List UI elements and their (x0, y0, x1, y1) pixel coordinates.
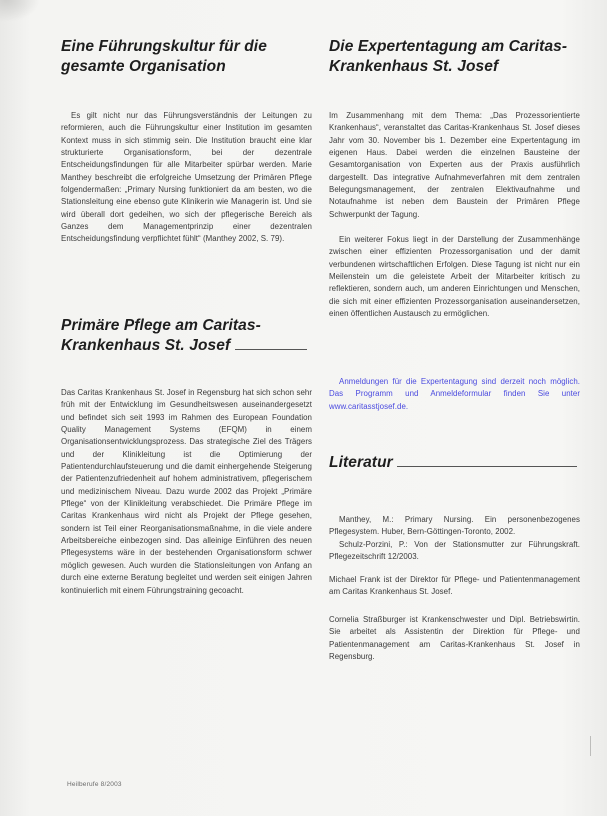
author-note-frank: Michael Frank ist der Direktor für Pflege- und Patientenmanagement am Caritas Krankenhaus St. Josef. (329, 575, 580, 597)
paragraph-fuehrungskultur: Es gilt nicht nur das Führungsverständnis der Leitungen zu reformieren, auch die Führungskultur einer Institution im gesamten Kontext muss in sich stimmig sein. Die Institution braucht eine klar strukturierte Organisationsform, bei der dezentrale Entscheidungsfindungen für alle Mitarbeiter spürbar werden. Marie Manthey beschreibt die erfolgreiche Umsetzung der Primären Pflege folgendermaßen: „Primary Nursing funktioniert da am besten, wo die Stationsleitung eine ebenso gute Klinikerin wie Managerin ist. Und sie wird überall dort gedeihen, wo sich der pflegerische Bereich als Ganzes dem Managementprinzip einer dezentralen Entscheidungsfindung verpflichtet fühlt“ (Manthey 2002, S. 79). (61, 111, 312, 244)
scan-corner-mark (0, 0, 40, 22)
heading-rule (397, 466, 577, 467)
heading-fuehrungskultur-text: Eine Führungskultur für die gesamte Organisation (61, 38, 267, 75)
literature-entry-schulz-porzini: Schulz-Porzini, P.: Von der Stationsmutter zur Führungskraft. Pflegezeitschrift 12/2003. (329, 540, 580, 562)
heading-primaere-pflege (61, 316, 312, 356)
paragraph-expertentagung-1: Im Zusammenhang mit dem Thema: „Das Prozessorientierte Krankenhaus“, veranstaltet das Caritas-Krankenhaus St. Josef dieses Jahr vom 30. November bis 1. Dezember eine Expertentagung im eigenen Haus. Dabei werden die einzelnen Bausteine der Gesamtorganisation von Experten aus der Praxis ausführlich dargestellt. Das integrative Aufnahmeverfahren mit dem zentralen Belegungsmanagement, der zentralen Elektivaufnahme und Notaufnahme ist neben dem Baustein der Primären Pflege Schwerpunkt der Tagung. (329, 111, 580, 219)
heading-literatur (329, 453, 580, 473)
author-note-strassburger: Cornelia Straßburger ist Krankenschwester und Dipl. Betriebswirtin. Sie arbeitet als Assistentin der Direktion für Pflege- und Patientenmanagement am Caritas-Krankenhaus St. Josef in Regensburg. (329, 615, 580, 662)
heading-literatur-text: Literatur (329, 454, 393, 471)
paragraph-primaere-pflege: Das Caritas Krankenhaus St. Josef in Regensburg hat sich schon sehr früh mit der Entwicklung im Gesundheitswesen auseinandergesetzt und befindet sich seit 1993 im Rahmen des European Foundation Quality Management Systems (EFQM) in einem Organisationsentwicklungsprozess. Das strategische Ziel des Trägers und der Klinikleitung ist die Optimierung der Patientendurchlaufsteuerung und die damit einhergehende Steigerung der Patientenzufriedenheit auf hohem administrativem, pflegerischem und medizinischem Niveau. Dazu wurde 2002 das Projekt „Primäre Pflege“ von der Klinikleitung verabschiedet. Die Primäre Pflege im Caritas Krankenhaus wird nicht als Projekt der Pflege gesehen, sondern ist Teil einer Reorganisationsmaßnahme, in die viele andere Arbeitsbereiche einbezogen sind. Das alleinige Einführen des neuen Pflegesystems wäre in der bestehenden Organisationsform schwer möglich gewesen. Auch wurden die Stationsleitungen von Anfang an durch eine externe Beratung begleitet und werden seit einigen Jahren kontinuierlich mit einem Führungstraining gecoacht. (61, 388, 312, 595)
heading-primaere-pflege-text: Primäre Pflege am Caritas-Krankenhaus St. Josef (61, 317, 261, 354)
page-footer: Heilberufe 8/2003 (67, 781, 122, 788)
heading-expertentagung-text: Die Expertentagung am Caritas-Krankenhaus St. Josef (329, 38, 568, 75)
heading-fuehrungskultur (61, 37, 312, 77)
literature-entry-manthey: Manthey, M.: Primary Nursing. Ein personenbezogenes Pflegesystem. Huber, Bern-Göttingen-Toronto, 2002. (329, 515, 580, 537)
scan-edge-mark (590, 736, 591, 756)
heading-rule (235, 349, 307, 350)
registration-link-paragraph[interactable]: Anmeldungen für die Expertentagung sind derzeit noch möglich. Das Programm und Anmeldeformular finden Sie unter www.caritasstjosef.de. (329, 377, 580, 411)
heading-expertentagung (329, 37, 580, 77)
paragraph-expertentagung-2: Ein weiterer Fokus liegt in der Darstellung der Zusammenhänge zwischen einer effizienten Prozessorganisation und der damit verbundenen wirtschaftlichen Erfolgen. Diese Tagung ist nicht nur ein Meilenstein um die geleistete Arbeit der Mitarbeiter kritisch zu reflektieren, sondern auch, um anderen Einrichtungen und Menschen, die sich mit einer effizienten Prozessorganisation auseinandersetzen, einen öffentlichen Austausch zu ermöglichen. (329, 235, 580, 319)
